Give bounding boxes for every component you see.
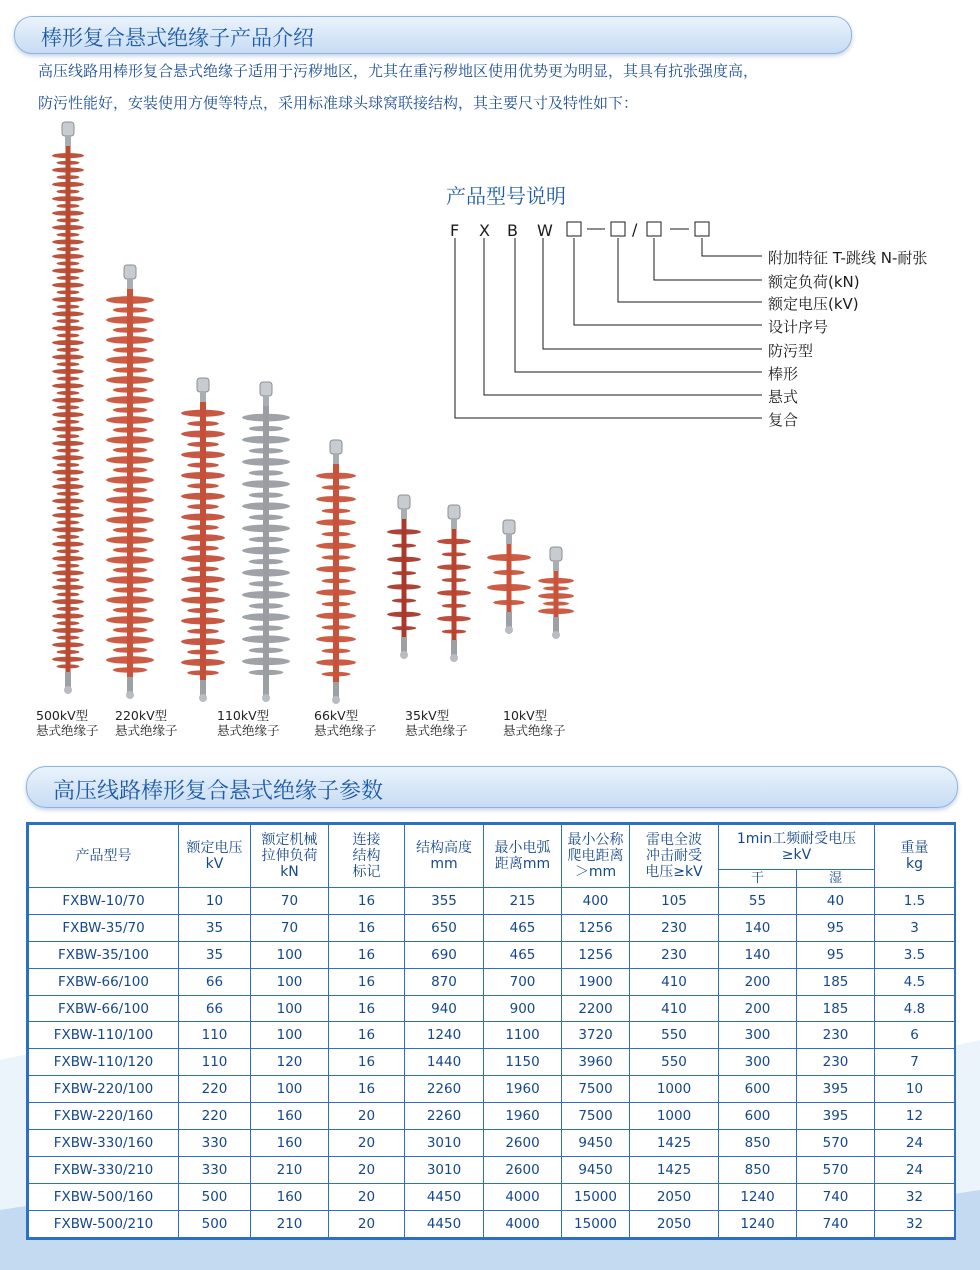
table-cell: 100 [251,1076,329,1103]
table-cell: 1256 [562,941,630,968]
table-cell: 230 [797,1049,875,1076]
table-cell: 32 [875,1210,955,1237]
table-cell: 15000 [562,1183,630,1210]
table-cell: 95 [797,941,875,968]
table-cell: 32 [875,1183,955,1210]
table-cell: 3960 [562,1049,630,1076]
table-cell: 330 [179,1156,251,1183]
table-cell: 1100 [484,1022,562,1049]
table-cell: 850 [719,1156,797,1183]
table-cell: FXBW-35/70 [29,914,179,941]
table-cell: 3.5 [875,941,955,968]
table-cell: 16 [329,1076,405,1103]
table-cell: 110 [179,1022,251,1049]
caption-500kv: 500kV型 悬式绝缘子 [36,708,99,738]
table-cell: 105 [630,888,719,915]
th-voltage: 额定电压 kV [179,825,251,888]
table-cell: 20 [329,1103,405,1130]
table-cell: 465 [484,941,562,968]
table-row [29,995,955,1022]
table-cell: FXBW-66/100 [29,995,179,1022]
table-cell: 35 [179,941,251,968]
table-cell: FXBW-110/100 [29,1022,179,1049]
table-cell: 2200 [562,995,630,1022]
table-cell: 4.5 [875,968,955,995]
table-cell: 120 [251,1049,329,1076]
table-cell: FXBW-500/210 [29,1210,179,1237]
table-cell: 20 [329,1210,405,1237]
label-rated-voltage: 额定电压(kV) [768,295,859,313]
model-title: 产品型号说明 [446,184,566,208]
caption-220kv: 220kV型 悬式绝缘子 [115,708,178,738]
table-cell: 16 [329,914,405,941]
th-creep: 最小公称 爬电距离 ＞mm [562,825,630,888]
th-model: 产品型号 [29,825,179,888]
table-body [29,888,955,1238]
table-cell: 9450 [562,1130,630,1157]
table-row [29,941,955,968]
insulator-5 [387,495,421,659]
table-cell: 210 [251,1156,329,1183]
intro-line-2: 防污性能好，安装使用方便等特点，采用标准球头球窝联接结构，其主要尺寸及特性如下： [38,94,639,112]
table-cell: 4450 [405,1210,484,1237]
table-cell: 140 [719,914,797,941]
table-cell: 1150 [484,1049,562,1076]
table-cell: 3720 [562,1022,630,1049]
table-cell: FXBW-330/210 [29,1156,179,1183]
table-row [29,1103,955,1130]
table-row [29,1022,955,1049]
table-cell: 20 [329,1130,405,1157]
table-cell: 230 [797,1022,875,1049]
label-extra-feature: 附加特征 T-跳线 N-耐张 [768,249,928,267]
table-cell: 2050 [630,1183,719,1210]
table-cell: 220 [179,1103,251,1130]
table-cell: 230 [630,941,719,968]
table-cell: 2600 [484,1156,562,1183]
table-cell: 1.5 [875,888,955,915]
table-banner [26,766,958,808]
table-cell: 1240 [405,1022,484,1049]
table-cell: 160 [251,1183,329,1210]
label-rod: 棒形 [768,365,799,383]
table-cell: 4.8 [875,995,955,1022]
intro-line-1: 高压线路用棒形复合悬式绝缘子适用于污秽地区，尤其在重污秽地区使用优势更为明显，其具有抗张强度高， [38,62,759,80]
table-cell: 70 [251,914,329,941]
parameter-table [26,822,956,1240]
table-row [29,1049,955,1076]
table-cell: 465 [484,914,562,941]
table-cell: 700 [484,968,562,995]
table-cell: 200 [719,995,797,1022]
table-cell: 870 [405,968,484,995]
table-row [29,1130,955,1157]
caption-10kv: 10kV型 悬式绝缘子 [503,708,566,738]
table-cell: 7 [875,1049,955,1076]
table-cell: 355 [405,888,484,915]
table-cell: 100 [251,941,329,968]
table-cell: 70 [251,888,329,915]
table-cell: 35 [179,914,251,941]
table-cell: 570 [797,1130,875,1157]
table-cell: 650 [405,914,484,941]
caption-35kv: 35kV型 悬式绝缘子 [405,708,468,738]
table-cell: 160 [251,1103,329,1130]
caption-110kv: 110kV型 悬式绝缘子 [217,708,280,738]
table-cell: 1256 [562,914,630,941]
table-cell: 4000 [484,1210,562,1237]
table-cell: 20 [329,1156,405,1183]
table-cell: 160 [251,1130,329,1157]
table-cell: 395 [797,1103,875,1130]
table-cell: 1000 [630,1103,719,1130]
table-cell: 185 [797,995,875,1022]
table-cell: 740 [797,1210,875,1237]
table-cell: 10 [179,888,251,915]
table-cell: 2050 [630,1210,719,1237]
table-cell: 940 [405,995,484,1022]
table-cell: 600 [719,1076,797,1103]
th-load: 额定机械 拉伸负荷 kN [251,825,329,888]
table-cell: FXBW-10/70 [29,888,179,915]
table-cell: 410 [630,995,719,1022]
table-cell: 7500 [562,1076,630,1103]
label-rated-load: 额定负荷(kN) [768,273,860,291]
table-cell: 15000 [562,1210,630,1237]
th-arc: 最小电弧 距离mm [484,825,562,888]
table-cell: 40 [797,888,875,915]
insulator-0 [52,122,84,694]
table-cell: 570 [797,1156,875,1183]
table-cell: 210 [251,1210,329,1237]
table-cell: 2260 [405,1076,484,1103]
table-cell: 550 [630,1022,719,1049]
table-cell: 300 [719,1049,797,1076]
table-cell: 110 [179,1049,251,1076]
code-slash: / [632,220,638,239]
table-cell: 600 [719,1103,797,1130]
table-cell: FXBW-330/160 [29,1130,179,1157]
table-cell: 1960 [484,1076,562,1103]
table-cell: 1900 [562,968,630,995]
table-cell: 6 [875,1022,955,1049]
table-cell: 500 [179,1183,251,1210]
insulator-4 [316,440,356,704]
table-cell: 500 [179,1210,251,1237]
table-cell: 12 [875,1103,955,1130]
table-cell: 7500 [562,1103,630,1130]
table-title: 高压线路棒形复合悬式绝缘子参数 [53,779,384,804]
th-height: 结构高度 mm [405,825,484,888]
table-cell: 4000 [484,1183,562,1210]
table-cell: 900 [484,995,562,1022]
table-cell: 9450 [562,1156,630,1183]
label-composite: 复合 [768,411,799,429]
table-cell: 400 [562,888,630,915]
table-cell: 95 [797,914,875,941]
intro-banner [14,16,852,54]
table-cell: 2260 [405,1103,484,1130]
table-cell: 16 [329,968,405,995]
table-cell: FXBW-220/160 [29,1103,179,1130]
table-cell: 200 [719,968,797,995]
table-cell: 395 [797,1076,875,1103]
table-cell: 140 [719,941,797,968]
table-row [29,914,955,941]
table-cell: 20 [329,1183,405,1210]
table-cell: 16 [329,941,405,968]
table-cell: 100 [251,1022,329,1049]
table-cell: 185 [797,968,875,995]
table-cell: 16 [329,1022,405,1049]
table-cell: 4450 [405,1183,484,1210]
table-cell: 3 [875,914,955,941]
table-cell: FXBW-35/100 [29,941,179,968]
table-cell: FXBW-66/100 [29,968,179,995]
label-design-no: 设计序号 [768,318,829,336]
table-cell: FXBW-110/120 [29,1049,179,1076]
table-cell: 1425 [630,1156,719,1183]
table-cell: 66 [179,968,251,995]
table-cell: 410 [630,968,719,995]
code-letter-x: X [479,221,490,240]
label-suspension: 悬式 [768,388,799,406]
label-anti-pollution: 防污型 [768,342,814,360]
caption-66kv: 66kV型 悬式绝缘子 [314,708,377,738]
table-row [29,1156,955,1183]
table-cell: 3010 [405,1130,484,1157]
table-cell: 66 [179,995,251,1022]
table-cell: 1000 [630,1076,719,1103]
table-cell: 300 [719,1022,797,1049]
code-letter-f: F [450,221,460,240]
table-cell: 16 [329,995,405,1022]
table-row [29,1210,955,1237]
th-power-frequency: 1min工频耐受电压 ≥kV [719,825,875,870]
table-cell: 24 [875,1130,955,1157]
th-weight: 重量 kg [875,825,955,888]
insulator-8 [538,547,574,639]
insulator-6 [437,505,471,662]
code-letter-w: W [537,221,553,240]
insulator-1 [106,265,154,699]
table-cell: 3010 [405,1156,484,1183]
table-cell: 100 [251,995,329,1022]
th-mark: 连接 结构 标记 [329,825,405,888]
table-cell: 1960 [484,1103,562,1130]
table-row [29,888,955,915]
code-letter-b: B [507,221,518,240]
table-cell: 215 [484,888,562,915]
table-row [29,968,955,995]
table-cell: 1240 [719,1210,797,1237]
table-cell: 16 [329,1049,405,1076]
table-cell: 220 [179,1076,251,1103]
table-row [29,1183,955,1210]
insulator-2 [181,378,225,702]
th-impulse: 雷电全波 冲击耐受 电压≥kV [630,825,719,888]
table-cell: 16 [329,888,405,915]
table-cell: 24 [875,1156,955,1183]
table-cell: 550 [630,1049,719,1076]
table-cell: 100 [251,968,329,995]
th-dry: 干 [719,870,797,888]
table-cell: 1425 [630,1130,719,1157]
intro-title: 棒形复合悬式绝缘子产品介绍 [41,26,314,50]
table-cell: 1440 [405,1049,484,1076]
table-cell: 330 [179,1130,251,1157]
insulator-3 [242,382,290,702]
table-cell: 690 [405,941,484,968]
table-cell: 1240 [719,1183,797,1210]
table-cell: FXBW-220/100 [29,1076,179,1103]
table-cell: 850 [719,1130,797,1157]
model-diagram [440,210,770,430]
table-cell: 55 [719,888,797,915]
table-cell: FXBW-500/160 [29,1183,179,1210]
insulator-7 [487,520,531,634]
table-cell: 2600 [484,1130,562,1157]
table-row [29,1076,955,1103]
table-cell: 740 [797,1183,875,1210]
th-wet: 湿 [797,870,875,888]
table-cell: 230 [630,914,719,941]
table-cell: 10 [875,1076,955,1103]
